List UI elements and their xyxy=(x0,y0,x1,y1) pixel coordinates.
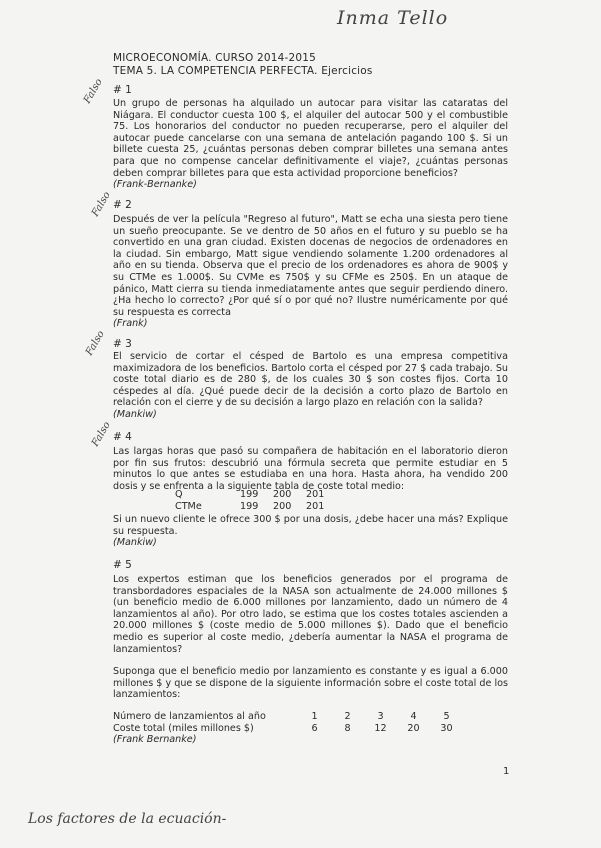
launch-table-cell: 12 xyxy=(374,722,387,734)
page-number: 1 xyxy=(503,766,510,777)
exercise-1-statement: Un grupo de personas ha alquilado un autocar para visitar las cataratas del Niágara. El conductor cuesta 100 $, el alquiler del autocar 500 y el combustible 75. Los honorarios del conductor no pueden recuperarse, pero el alquiler del autocar puede cancelarse con una semana de antelación pagando 100 $. Si un billete cuesta 25, ¿cuántas personas deben comprar billetes una semana antes para que no compense cancelar definitivamente el viaje?, ¿cuántas personas deben comprar billetes para que esta actividad proporcione beneficios? xyxy=(113,98,508,179)
margin-mark-1: Falso xyxy=(82,76,105,106)
exercise-4-text xyxy=(113,446,508,492)
launch-table-cell: 30 xyxy=(440,722,453,734)
handwritten-name: Inma Tello xyxy=(337,7,449,29)
exercise-1-number: # 1 xyxy=(113,84,132,96)
margin-mark-2: Falso xyxy=(90,189,113,219)
exercise-3-text xyxy=(113,351,508,421)
cost-table-cell: 199 xyxy=(240,500,259,512)
launch-table-label: Número de lanzamientos al año xyxy=(113,711,266,722)
handwritten-note: Los factores de la ecuación- xyxy=(28,811,227,827)
cost-table-cell: 200 xyxy=(273,489,292,500)
exercise-3-number: # 3 xyxy=(113,338,132,350)
cost-table-label: CTMe xyxy=(175,500,202,512)
exercise-4-question xyxy=(113,514,508,549)
exercise-4-followup: Si un nuevo cliente le ofrece 300 $ por una dosis, ¿debe hacer una más? Explique su respuesta. xyxy=(113,514,508,537)
launch-table-cell: 20 xyxy=(407,722,420,734)
launch-table-label: Coste total (miles millones $) xyxy=(113,722,254,734)
course-title: MICROECONOMÍA. CURSO 2014-2015 xyxy=(113,52,317,64)
launch-cost-table xyxy=(113,711,463,746)
cost-table-cell: 200 xyxy=(273,500,292,512)
exercise-2-statement: Después de ver la película "Regreso al futuro", Matt se echa una siesta pero tiene un sueño preocupante. Se ve dentro de 50 años en el futuro y su pueblo se ha convertido en una gran ciudad. Existen docenas de negocios de ordenadores en la ciudad. Sin embargo, Matt sigue vendiendo solamente 1.200 ordenadores al año en su tienda. Observa que el precio de los ordenadores es ahora de 900$ y su CTMe es 1.000$. Su CVMe es 750$ y su CFMe es 250$. En un ataque de pánico, Matt cierra su tienda inmediatamente antes que seguir perdiendo dinero. ¿Ha hecho lo correcto? ¿Por qué sí o por qué no? Ilustre numéricamente por qué su respuesta es correcta xyxy=(113,214,508,318)
launch-table-cell: 2 xyxy=(344,711,351,722)
exercise-3-statement: El servicio de cortar el césped de Bartolo es una empresa competitiva maximizadora de los beneficios. Bartolo corta el césped por 27 $ cada trabajo. Su coste total diario es de 280 $, de los cuales 30 $ son costes fijos. Corta 10 céspedes al día. ¿Qué puede decir de la decisión a corto plazo de Bartolo en relación con el cierre y de su decisión a largo plazo en relación con la salida? xyxy=(113,351,508,409)
cost-table-cell: 201 xyxy=(306,489,325,500)
exercise-2-number: # 2 xyxy=(113,199,132,211)
margin-mark-3: Falso xyxy=(84,328,107,358)
exercise-5-text-2 xyxy=(113,666,508,701)
topic-title: TEMA 5. LA COMPETENCIA PERFECTA. Ejercicios xyxy=(113,65,373,77)
exercise-5-source: (Frank Bernanke) xyxy=(113,734,197,746)
exercise-2-text xyxy=(113,214,508,330)
launch-table-cell: 8 xyxy=(344,722,351,734)
exercise-2-source: (Frank) xyxy=(113,318,148,330)
exercise-4-statement: Las largas horas que pasó su compañera de habitación en el laboratorio dieron por fin sus frutos: descubrió una fórmula secreta que permite estudiar en 5 minutos lo que antes se estudiaba en una hora. Hasta ahora, ha vendido 200 dosis y se enfrenta a la siguiente tabla de coste total medio: xyxy=(113,446,508,492)
launch-table-cell: 3 xyxy=(377,711,384,722)
exercise-4-number: # 4 xyxy=(113,431,132,443)
launch-table-cell: 5 xyxy=(443,711,450,722)
exercise-5-text xyxy=(113,574,508,655)
exercise-5-number: # 5 xyxy=(113,559,132,571)
launch-table-cell: 6 xyxy=(311,722,318,734)
exercise-4-source: (Mankiw) xyxy=(113,537,157,549)
launch-table-row-launches xyxy=(113,711,463,723)
exercise-5-statement: Los expertos estiman que los beneficios generados por el programa de transbordadores espaciales de la NASA son actualmente de 24.000 millones $ (un beneficio medio de 6.000 millones por lanzamiento, dado un número de 4 lanzamientos al año). Por otro lado, se estima que los costes totales ascienden a 20.000 millones $ (coste medio de 5.000 millones $). Dado que el beneficio medio es superior al coste medio, ¿debería aumentar la NASA el programa de lanzamientos? xyxy=(113,574,508,655)
margin-mark-4: Falso xyxy=(90,419,113,449)
cost-table-cell: 199 xyxy=(240,489,259,500)
launch-table-cell: 4 xyxy=(410,711,417,722)
exercise-1-source: (Frank-Bernanke) xyxy=(113,179,197,191)
launch-table-cell: 1 xyxy=(311,711,318,722)
exercise-5-statement-2: Suponga que el beneficio medio por lanzamiento es constante y es igual a 6.000 millones $ y que se dispone de la siguiente información sobre el coste total de los lanzamientos: xyxy=(113,666,508,701)
cost-table-cell: 201 xyxy=(306,500,325,512)
exercise-3-source: (Mankiw) xyxy=(113,408,157,420)
cost-table-row-q xyxy=(175,489,339,501)
cost-table-label: Q xyxy=(175,489,183,500)
cost-table xyxy=(175,489,339,512)
cost-table-row-ctme xyxy=(175,501,339,513)
launch-table-source-row xyxy=(113,734,463,746)
exercise-1-text xyxy=(113,98,508,191)
launch-table-row-cost xyxy=(113,723,463,735)
